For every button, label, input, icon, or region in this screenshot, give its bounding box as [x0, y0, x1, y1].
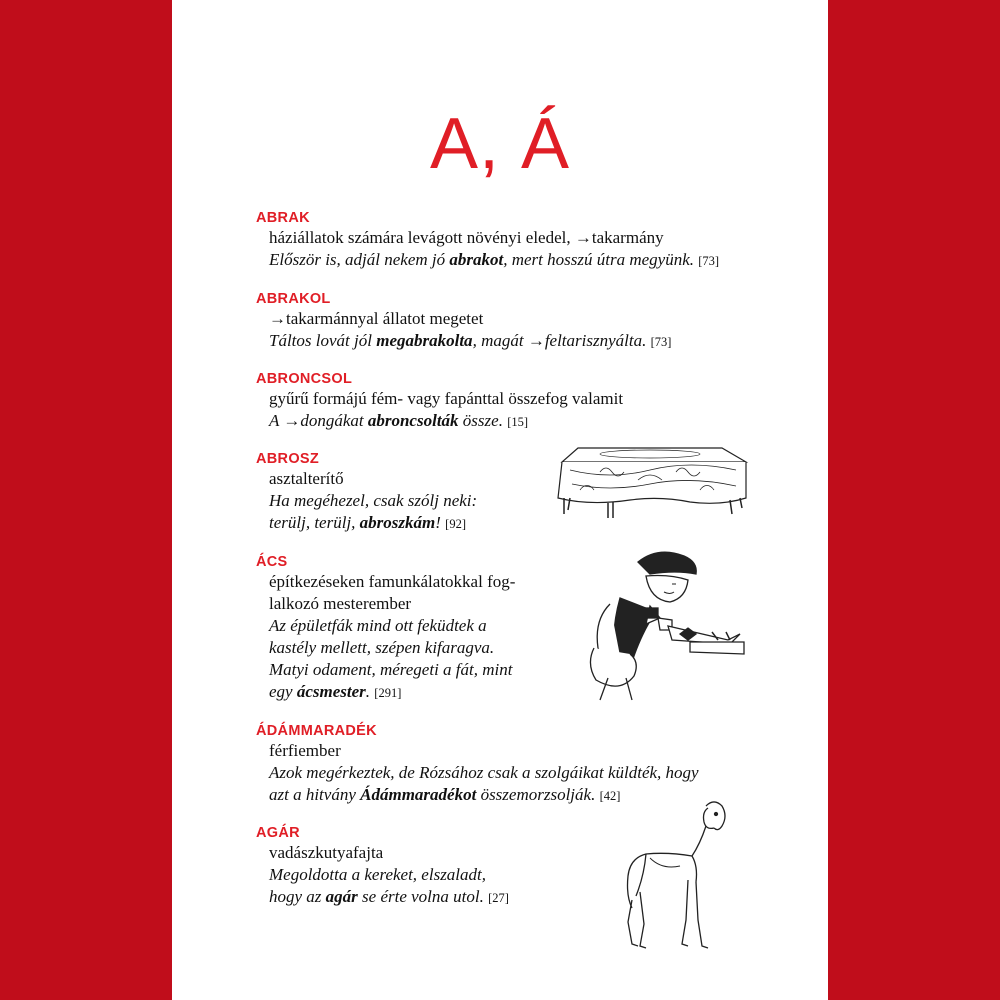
definition: asztalterítő	[269, 469, 344, 488]
example: A →dongákat abroncsolták össze. [15]	[269, 411, 529, 430]
headword: ABRAKOL	[256, 291, 331, 307]
definition-line: lalkozó mesterember	[269, 594, 412, 613]
example-line: Matyi odament, méregeti a fát, mint	[269, 660, 513, 679]
source-ref: [291]	[374, 686, 402, 700]
entry-acs	[256, 553, 515, 704]
example: azt a hitvány Ádámmaradékot összemorzsolják. [42]	[269, 785, 621, 804]
entry-agar	[256, 824, 509, 909]
entry-adammaradek	[256, 722, 699, 807]
example: egy ácsmester. [291]	[269, 682, 402, 701]
definition: háziállatok számára levágott növényi eledel, →takarmány	[269, 228, 664, 247]
entry-abrakol	[256, 290, 671, 353]
example: hogy az agár se érte volna utol. [27]	[269, 887, 509, 906]
definition: vadászkutyafajta	[269, 843, 384, 862]
greyhound-illustration	[622, 796, 732, 952]
entry-abrak	[256, 209, 719, 272]
definition: →takarmánnyal állatot megetet	[269, 309, 484, 328]
headword: ABROSZ	[256, 451, 320, 467]
example-line: Ha megéhezel, csak szólj neki:	[269, 491, 478, 510]
source-ref: [73]	[698, 254, 720, 268]
headword: ÁCS	[256, 554, 288, 570]
source-ref: [42]	[599, 789, 621, 803]
entry-abrosz	[256, 450, 477, 535]
headword: ÁDÁMMARADÉK	[256, 723, 377, 739]
tablecloth-table-illustration	[550, 440, 750, 520]
definition: gyűrű formájú fém- vagy fapánttal összefog valamit	[269, 389, 624, 408]
definition-line: építkezéseken famunkálatokkal fog-	[269, 572, 516, 591]
headword: ABRONCSOL	[256, 371, 353, 387]
example-line: Megoldotta a kereket, elszaladt,	[269, 865, 487, 884]
source-ref: [92]	[445, 517, 466, 531]
headword: AGÁR	[256, 825, 300, 841]
example: Először is, adjál nekem jó abrakot, mert hosszú útra megyünk. [73]	[269, 250, 720, 269]
source-ref: [15]	[507, 415, 529, 429]
entry-abroncsol	[256, 370, 623, 433]
source-ref: [27]	[488, 891, 509, 905]
headword: ABRAK	[256, 210, 310, 226]
definition: férfiember	[269, 741, 341, 760]
section-letter: A, Á	[429, 104, 571, 184]
dictionary-page	[172, 0, 828, 1000]
source-ref: [73]	[650, 335, 672, 349]
example-line: Az épületfák mind ott feküdtek a	[269, 616, 487, 635]
carpenter-illustration	[580, 544, 756, 704]
example: Táltos lovát jól megabrakolta, magát →feltarisznyálta. [73]	[269, 331, 672, 350]
example: terülj, terülj, abroszkám! [92]	[269, 513, 466, 532]
example-line: kastély mellett, szépen kifaragva.	[269, 638, 495, 657]
example-line: Azok megérkeztek, de Rózsához csak a szolgáikat küldték, hogy	[269, 763, 699, 782]
